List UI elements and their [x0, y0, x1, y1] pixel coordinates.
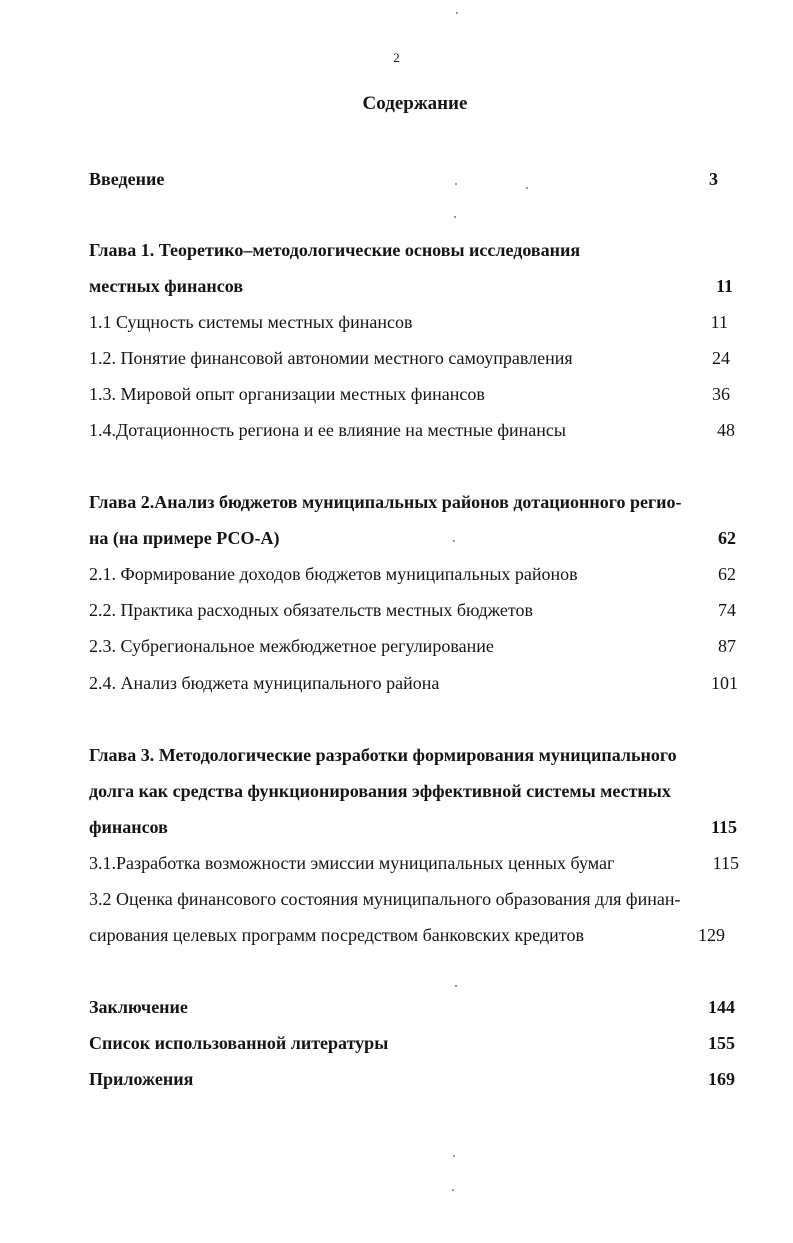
toc-entry-page: 11	[710, 312, 728, 332]
toc-section-1-2[interactable]	[89, 345, 739, 371]
toc-section-2-4[interactable]	[89, 670, 739, 696]
toc-entry-label: долга как средства функционирования эффективной системы местных	[89, 781, 671, 801]
scan-speck	[455, 985, 457, 987]
toc-section-2-1[interactable]	[89, 561, 739, 587]
toc-entry-label: 1.1 Сущность системы местных финансов	[89, 312, 413, 332]
toc-entry-label: 1.4.Дотационность региона и ее влияние на местные финансы	[89, 420, 566, 440]
toc-entry-label: Список использованной литературы	[89, 1033, 389, 1053]
toc-entry-label: 3.1.Разработка возможности эмиссии муниципальных ценных бумаг	[89, 853, 615, 873]
toc-entry-label: Глава 3. Методологические разработки формирования муниципального	[89, 745, 677, 765]
toc-entry-label: на (на примере РСО-А)	[89, 528, 280, 548]
toc-entry-page: 101	[711, 673, 738, 693]
toc-section-3-2-line1[interactable]	[89, 886, 739, 912]
toc-title: Содержание	[362, 93, 468, 114]
toc-entry-page: 144	[708, 997, 735, 1017]
toc-section-3-1[interactable]	[89, 850, 739, 876]
toc-section-2-2[interactable]	[89, 597, 739, 623]
toc-entry-label: 3.2 Оценка финансового состояния муниципального образования для финан-	[89, 889, 681, 909]
toc-entry-label: Глава 1. Теоретико–методологические основы исследования	[89, 240, 581, 260]
toc-chapter1-title-line1[interactable]	[89, 237, 739, 263]
toc-entry-label: сирования целевых программ посредством банковских кредитов	[89, 925, 584, 945]
toc-entry-page: 169	[708, 1069, 735, 1089]
toc-section-1-1[interactable]	[89, 309, 739, 335]
toc-entry-page: 11	[715, 276, 733, 296]
scan-speck	[453, 540, 455, 542]
toc-section-1-4[interactable]	[89, 417, 739, 443]
toc-chapter1-title-line2[interactable]	[89, 273, 739, 299]
toc-entry-page: 48	[717, 420, 735, 440]
toc-chapter2-title-line2[interactable]	[89, 525, 739, 551]
toc-entry-page: 115	[710, 817, 737, 837]
toc-entry-label: 1.2. Понятие финансовой автономии местного самоуправления	[89, 348, 573, 368]
toc-entry-appendices[interactable]	[89, 1066, 739, 1092]
toc-section-3-2-line2[interactable]	[89, 922, 739, 948]
toc-entry-page: 115	[712, 853, 739, 873]
toc-entry-label: 2.2. Практика расходных обязательств местных бюджетов	[89, 600, 533, 620]
scan-speck	[454, 216, 456, 218]
toc-entry-label: 1.3. Мировой опыт организации местных финансов	[89, 384, 485, 404]
toc-entry-label: 2.1. Формирование доходов бюджетов муниципальных районов	[89, 564, 578, 584]
toc-entry-conclusion[interactable]	[89, 994, 739, 1020]
toc-entry-page: 3	[709, 169, 718, 189]
toc-chapter3-title-line2[interactable]	[89, 778, 739, 804]
toc-entry-label: Глава 2.Анализ бюджетов муниципальных районов дотационного регио-	[89, 492, 682, 512]
toc-chapter3-title-line1[interactable]	[89, 742, 739, 768]
toc-section-2-3[interactable]	[89, 633, 739, 659]
scan-speck	[453, 1155, 455, 1157]
toc-entry-page: 87	[718, 636, 736, 656]
scan-speck	[456, 12, 458, 14]
toc-entry-page: 36	[712, 384, 730, 404]
toc-entry-page: 155	[708, 1033, 735, 1053]
toc-entry-page: 24	[712, 348, 730, 368]
toc-entry-label: Введение	[89, 169, 165, 189]
toc-entry-page: 62	[718, 564, 736, 584]
toc-entry-references[interactable]	[89, 1030, 739, 1056]
scan-speck	[455, 183, 457, 185]
scan-speck	[526, 187, 528, 189]
toc-section-1-3[interactable]	[89, 381, 739, 407]
page-number: 2	[393, 50, 400, 65]
toc-entry-page: 129	[698, 925, 725, 945]
toc-chapter3-title-line3[interactable]	[89, 814, 739, 840]
toc-entry-label: 2.3. Субрегиональное межбюджетное регулирование	[89, 636, 494, 656]
toc-entry-label: местных финансов	[89, 276, 244, 296]
toc-entry-page: 74	[718, 600, 736, 620]
toc-chapter2-title-line1[interactable]	[89, 489, 739, 515]
scan-speck	[452, 1189, 454, 1191]
toc-entry-label: 2.4. Анализ бюджета муниципального района	[89, 673, 440, 693]
toc-entry-page: 62	[718, 528, 736, 548]
toc-entry-intro[interactable]	[89, 166, 739, 192]
toc-entry-label: Заключение	[89, 997, 188, 1017]
toc-entry-label: финансов	[89, 817, 168, 837]
toc-entry-label: Приложения	[89, 1069, 194, 1089]
